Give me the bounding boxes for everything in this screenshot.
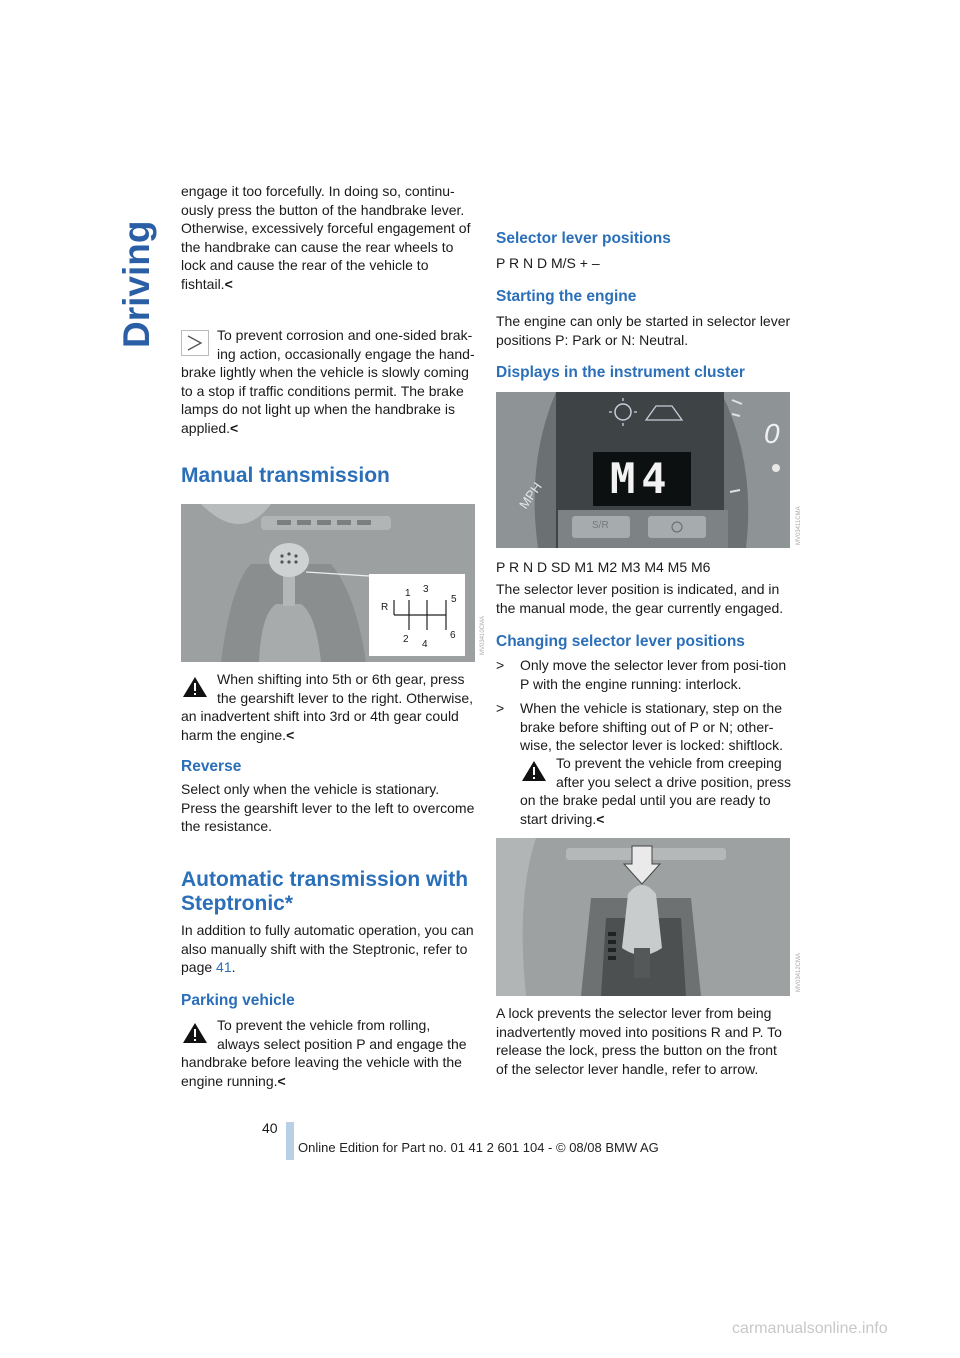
paragraph-handbrake: [181, 182, 475, 293]
selector-positions-text: P R N D M/S + –: [496, 255, 600, 271]
warning-shifting: [181, 670, 475, 744]
paragraph-lock: [496, 1004, 792, 1078]
paragraph-display: [496, 580, 792, 617]
watermark: carmanualsonline.info: [732, 1320, 888, 1337]
section-title: [112, 220, 162, 348]
list-item: [496, 699, 792, 755]
end-mark: <: [286, 726, 295, 743]
warning-text-first: When shifting into 5th or 6th gear, press the gearshift lever to the right. Otherwise,: [217, 671, 474, 706]
paragraph-text: A lock prevents the selector lever from being inadvertently moved into positions R and P. To release the lock, press the button on the front of the selector lever handle, refer to arrow.: [496, 1005, 782, 1077]
section-title-text: Driving: [116, 220, 157, 348]
display-positions-text: P R N D SD M1 M2 M3 M4 M5 M6: [496, 559, 711, 575]
gear-label-1: 1: [405, 588, 411, 599]
bullet-mark: >: [496, 657, 505, 673]
paragraph-text: In addition to fully automatic operation, you can also manually shift with the Steptronic, refer to page: [181, 922, 474, 975]
paragraph-text: The selector lever position is indicated, and in the manual mode, the gear currently engaged.: [496, 581, 784, 616]
speed-unit-label: MPH: [516, 479, 545, 512]
end-mark: <: [224, 275, 233, 292]
note-text-rest: brake lightly when the vehicle is slowly coming to a stop if traffic conditions permit. The brake lamps do not light up when the handbrake is applied.: [181, 364, 469, 436]
heading-reverse: Reverse: [181, 758, 242, 775]
end-mark: <: [277, 1072, 286, 1089]
gear-display: M4: [610, 454, 673, 503]
gear-label-r: R: [381, 602, 389, 613]
warning-creeping: [520, 754, 792, 828]
end-mark: <: [230, 419, 239, 436]
warning-text-rest: an inadvertent shift into 3rd or 4th gear could harm the engine.: [181, 708, 459, 743]
figure-instrument-cluster: [496, 392, 790, 548]
note-corrosion: [181, 326, 475, 437]
heading-manual-transmission: Manual transmission: [181, 464, 390, 487]
warning-text-first: To prevent the vehicle from rolling, always select position P and engage the: [217, 1017, 467, 1052]
paragraph-starting: [496, 312, 792, 349]
warning-parking: [181, 1016, 475, 1090]
footer-edition-text: Online Edition for Part no. 01 41 2 601 104 - © 08/08 BMW AG: [298, 1140, 659, 1155]
figure-gearshift: [181, 504, 475, 662]
period: .: [231, 959, 236, 975]
heading-automatic-transmission: Automatic transmission with Steptronic*: [181, 868, 469, 915]
selector-positions: [496, 254, 792, 273]
figure-code: MV03410CMA: [480, 615, 486, 655]
end-mark: <: [596, 810, 605, 827]
gauge-digit: 0: [764, 418, 780, 449]
gear-label-4: 4: [422, 639, 428, 650]
heading-selector-lever-positions: Selector lever positions: [496, 230, 671, 247]
paragraph-text: Select only when the vehicle is stationary. Press the gearshift lever to the left to overcome the resistance.: [181, 781, 475, 834]
heading-starting-engine: Starting the engine: [496, 288, 637, 305]
paragraph-reverse: [181, 780, 475, 836]
warning-text-rest: on the brake pedal until you are ready to start driving.: [520, 792, 771, 827]
display-positions: [496, 558, 792, 577]
heading-changing-positions: Changing selector lever positions: [496, 633, 745, 650]
gear-label-2: 2: [403, 634, 409, 645]
figure-code: MV03411CMA: [796, 506, 802, 545]
paragraph-text: engage it too forcefully. In doing so, continu-ously press the button of the handbrake lever. Otherwise, excessively forceful engagement of the handbrake can cause the rear wheels to lock and cause the rear of the vehicle to fishtail.: [181, 183, 471, 292]
warning-text-rest: handbrake before leaving the vehicle with the engine running.: [181, 1054, 462, 1089]
note-text-first: To prevent corrosion and one-sided brak-ing action, occasionally engage the hand-: [217, 327, 475, 362]
heading-parking-vehicle: Parking vehicle: [181, 992, 295, 1009]
figure-code: MV03412CMA: [796, 952, 802, 992]
paragraph-automatic: [181, 921, 475, 977]
figure-selector-lever: [496, 838, 790, 996]
list-item: [496, 656, 792, 693]
list-item-text: When the vehicle is stationary, step on the brake before shifting out of P or N; other-wise, the selector lever is locked: shiftlock.: [520, 700, 783, 753]
gear-label-3: 3: [423, 584, 429, 595]
page-number: 40: [262, 1120, 278, 1136]
list-item-text: Only move the selector lever from posi-tion P with the engine running: interlock.: [520, 657, 787, 692]
gear-label-5: 5: [451, 594, 457, 605]
button-label: S/R: [592, 520, 609, 531]
footer-bar: [286, 1122, 294, 1160]
bullet-mark: >: [496, 700, 505, 716]
page-link[interactable]: 41: [216, 959, 232, 975]
warning-text-first: To prevent the vehicle from creeping after you select a drive position, press: [556, 755, 792, 790]
paragraph-text: The engine can only be started in selector lever positions P: Park or N: Neutral.: [496, 313, 791, 348]
gear-label-6: 6: [450, 630, 456, 641]
bullet-list: [496, 656, 792, 755]
heading-displays: Displays in the instrument cluster: [496, 364, 745, 381]
